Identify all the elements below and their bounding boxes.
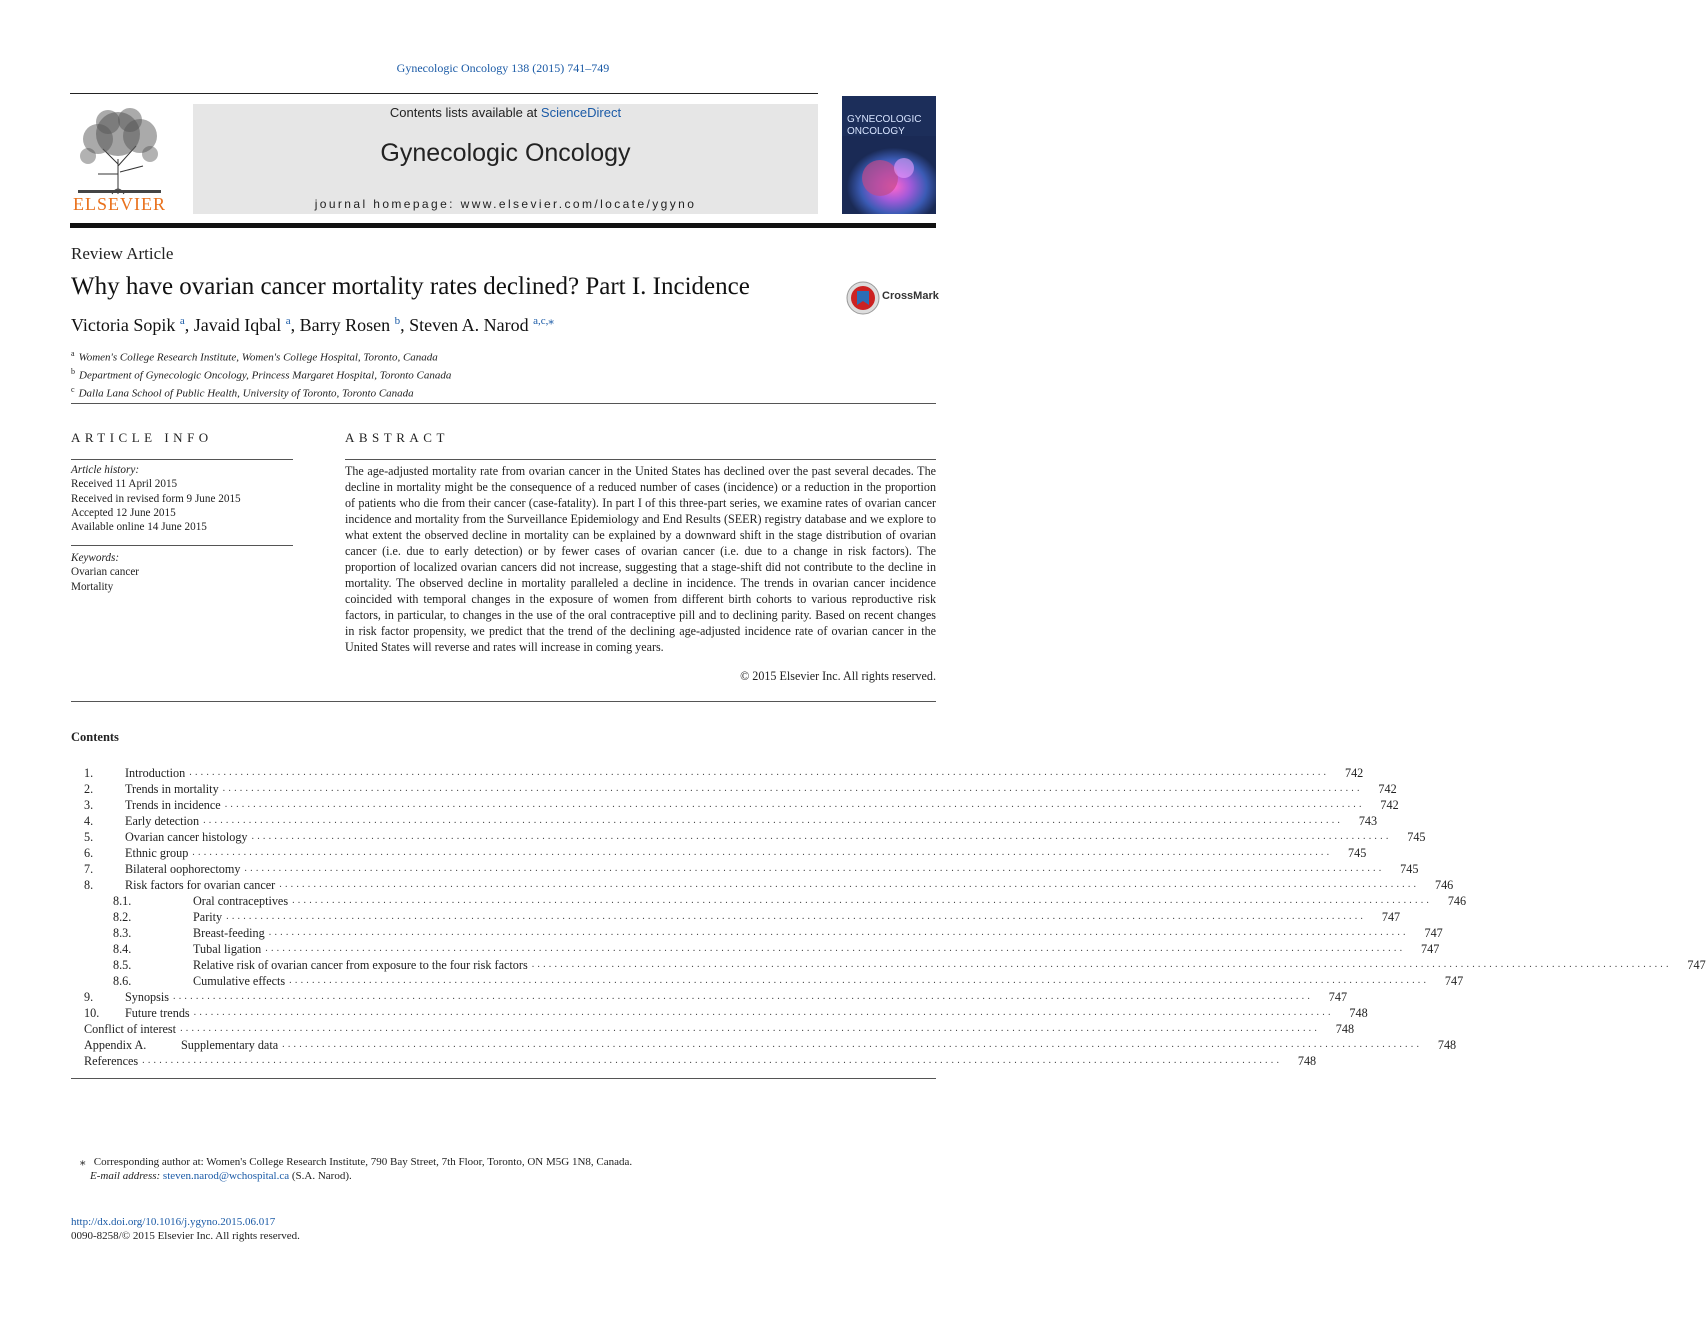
toc-title[interactable]: Ethnic group [125, 845, 192, 861]
journal-homepage[interactable]: journal homepage: www.elsevier.com/locate/ygyno [314, 197, 697, 211]
journal-citation[interactable]: Gynecologic Oncology 138 (2015) 741–749 [396, 61, 610, 75]
email-suffix: (S.A. Narod). [291, 1170, 352, 1182]
toc-title[interactable]: Relative risk of ovarian cancer from exposure to the four risk factors [193, 957, 532, 973]
toc-title[interactable]: Future trends [125, 1005, 194, 1021]
toc-row[interactable] [71, 941, 1440, 957]
toc-number: 8.2. [113, 910, 132, 924]
email-link[interactable]: steven.narod@wchospital.ca [162, 1170, 290, 1182]
toc-leader-dots: ........................................................................................................................................................................................................ [244, 863, 1385, 874]
toc-row[interactable] [71, 877, 1454, 893]
toc-page-number: 743 [1358, 814, 1378, 828]
crossmark-icon [846, 281, 880, 315]
elsevier-wordmark: ELSEVIER [73, 194, 166, 214]
toc-page-number: 747 [1381, 910, 1401, 924]
author-name[interactable]: Steven A. Narod [409, 315, 529, 335]
affiliation [71, 383, 451, 401]
toc-title[interactable]: Introduction [125, 765, 189, 781]
toc-page-number: 745 [1407, 830, 1426, 844]
toc-leader-dots: ........................................................................................................................................................................................................ [292, 895, 1433, 906]
keyword: Mortality [71, 580, 114, 593]
toc-number: 8.1. [113, 894, 132, 908]
header-thick-rule [70, 223, 936, 228]
article-title: Why have ovarian cancer mortality rates declined? Part I. Incidence [71, 273, 750, 300]
toc-leader-dots: ........................................................................................................................................................................................................ [180, 1023, 1321, 1034]
toc-leader-dots: ........................................................................................................................................................................................................ [531, 959, 1672, 970]
journal-title: Gynecologic Oncology [380, 139, 631, 167]
toc-number: 8.3. [113, 926, 132, 940]
author-affil-sup[interactable]: a,c,⁎ [533, 315, 554, 327]
email-label: E-mail address: [90, 1170, 161, 1182]
toc-page-number: 748 [1297, 1054, 1317, 1068]
doi-link[interactable]: http://dx.doi.org/10.1016/j.ygyno.2015.06.017 [71, 1216, 276, 1228]
toc-number: 6. [84, 846, 94, 860]
toc-row[interactable] [71, 909, 1401, 925]
author-name[interactable]: Barry Rosen [299, 315, 391, 335]
toc-title[interactable]: Risk factors for ovarian cancer [125, 877, 279, 893]
toc-leader-dots: ........................................................................................................................................................................................................ [289, 975, 1430, 986]
toc-leader-dots: ........................................................................................................................................................................................................ [226, 911, 1367, 922]
divider [71, 459, 293, 460]
affiliation-text: Women's College Research Institute, Women's College Hospital, Toronto, Canada [78, 351, 438, 364]
corresponding-text: Corresponding author at: Women's College Research Institute, 790 Bay Street, 7th Floor, Toronto, ON M5G 1N8, Canada. [93, 1156, 633, 1168]
header-rule [70, 93, 818, 94]
toc-page-number: 748 [1335, 1022, 1355, 1036]
toc-title[interactable]: Bilateral oophorectomy [125, 861, 244, 877]
tree-icon [68, 104, 171, 196]
toc-page-number: 747 [1421, 942, 1440, 956]
toc-leader-dots: ........................................................................................................................................................................................................ [224, 799, 1365, 810]
toc-number: Appendix A. [84, 1038, 147, 1052]
toc-title[interactable]: Tubal ligation [193, 941, 265, 957]
toc-leader-dots: ........................................................................................................................................................................................................ [268, 927, 1409, 938]
toc-number: 10. [84, 1006, 100, 1020]
table-of-contents [71, 765, 1706, 1069]
toc-page-number: 745 [1348, 846, 1367, 860]
contents-prefix: Contents lists available at [389, 105, 541, 120]
toc-number: 2. [84, 782, 94, 796]
toc-page-number: 747 [1687, 958, 1706, 972]
toc-page-number: 748 [1349, 1006, 1368, 1020]
toc-row[interactable] [71, 1005, 1368, 1021]
toc-number: 8.5. [113, 958, 132, 972]
keywords [71, 551, 139, 594]
toc-row[interactable] [71, 829, 1426, 845]
author-affil-sup[interactable]: b [394, 315, 401, 327]
toc-title[interactable]: Supplementary data [181, 1037, 282, 1053]
toc-row[interactable] [71, 797, 1399, 813]
toc-title[interactable]: Conflict of interest [84, 1021, 180, 1037]
affiliation-sup: a [71, 349, 75, 358]
affiliations [71, 347, 451, 401]
history-item: Received in revised form 9 June 2015 [71, 492, 241, 505]
history-item: Available online 14 June 2015 [71, 521, 207, 534]
divider [71, 701, 936, 702]
keywords-label: Keywords: [71, 552, 120, 564]
toc-page-number: 746 [1434, 878, 1454, 892]
toc-row[interactable] [71, 957, 1706, 973]
toc-leader-dots: ........................................................................................................................................................................................................ [279, 879, 1420, 890]
toc-row[interactable] [71, 813, 1378, 829]
toc-leader-dots: ........................................................................................................................................................................................................ [193, 1007, 1334, 1018]
divider [71, 1078, 936, 1079]
toc-row[interactable] [71, 765, 1364, 781]
divider [71, 403, 936, 404]
toc-number: 3. [84, 798, 94, 812]
divider [345, 459, 936, 460]
toc-number: 7. [84, 862, 94, 876]
toc-page-number: 742 [1378, 782, 1397, 796]
toc-page-number: 747 [1444, 974, 1464, 988]
article-type: Review Article [71, 244, 174, 263]
toc-title[interactable]: Parity [193, 909, 226, 925]
affiliation-text: Department of Gynecologic Oncology, Princess Margaret Hospital, Toronto Canada [79, 369, 452, 382]
history-label: Article history: [71, 464, 140, 476]
contents-heading: Contents [71, 730, 119, 744]
article-history [71, 463, 241, 534]
author-name[interactable]: Javaid Iqbal [193, 315, 282, 335]
toc-page-number: 746 [1447, 894, 1467, 908]
cover-image [842, 96, 936, 214]
contents-available [193, 105, 818, 120]
affiliation [71, 347, 451, 365]
toc-leader-dots: ........................................................................................................................................................................................................ [192, 847, 1333, 858]
toc-page-number: 747 [1424, 926, 1443, 940]
toc-leader-dots: ........................................................................................................................................................................................................ [142, 1055, 1283, 1066]
toc-leader-dots: ........................................................................................................................................................................................................ [203, 815, 1344, 826]
copyright: © 2015 Elsevier Inc. All rights reserved. [740, 669, 936, 683]
toc-row[interactable] [71, 973, 1464, 989]
toc-title[interactable]: Ovarian cancer histology [125, 829, 252, 845]
toc-title[interactable]: Cumulative effects [193, 973, 289, 989]
abstract-heading: ABSTRACT [345, 430, 449, 445]
toc-title[interactable]: Trends in mortality [125, 781, 223, 797]
toc-title[interactable]: Synopsis [125, 989, 173, 1005]
author-affil-sup[interactable]: a [285, 315, 291, 327]
toc-leader-dots: ........................................................................................................................................................................................................ [189, 767, 1330, 778]
crossmark-badge[interactable] [846, 281, 941, 315]
article-info-heading: ARTICLE INFO [71, 430, 213, 445]
toc-title[interactable]: Oral contraceptives [193, 893, 292, 909]
author-affil-sup[interactable]: a [179, 315, 185, 327]
toc-title[interactable]: Trends in incidence [125, 797, 225, 813]
toc-leader-dots: ........................................................................................................................................................................................................ [173, 991, 1314, 1002]
affiliation-sup: b [71, 367, 75, 377]
toc-title[interactable]: References [84, 1053, 142, 1069]
corresponding-footnote [80, 1155, 632, 1183]
cover-title-1: GYNECOLOGIC [847, 114, 922, 125]
history-item: Accepted 12 June 2015 [71, 506, 176, 519]
affiliation [71, 365, 451, 383]
abstract-body: The age-adjusted mortality rate from ovarian cancer in the United States has declined over the past several decades. The decline in mortality might be the consequence of a reduced number of cases (incidence) or a reduction in the proportion of patients who die from their cancer (case-fatality). In part I of this three-part series, we examine rates of ovarian cancer incidence and mortality from the Surveillance Epidemiology and End Results (SEER) registry database and we explore to what extent the observed decline in mortality can be explained by a downward shift in the stage distribution of ovarian cancer (i.e. due to early detection) or by fewer cases of ovarian cancer (i.e. due to a change in risk factors). The proportion of localized ovarian cancers did not increase, suggesting that a stage-shift did not contribute to the decline in mortality. The observed decline in mortality paralleled a decline in incidence. The trends in ovarian cancer incidence coincided with temporal changes in the exposure of women from different birth cohorts to various reproductive risk factors, in particular, to changes in the use of the oral contraceptive pill and to declining parity. Based on recent changes in risk factor propensity, we predict that the trend of the declining age-adjusted incidence rate of ovarian cancer in the United States will reverse and rates will increase in coming years. [345, 464, 936, 654]
history-item: Received 11 April 2015 [71, 478, 178, 491]
doi-block [71, 1215, 300, 1243]
affiliation-sup: c [71, 385, 75, 395]
toc-row[interactable] [71, 989, 1348, 1005]
toc-number: 8. [84, 878, 94, 892]
toc-number: 1. [84, 766, 94, 780]
toc-number: 8.6. [113, 974, 132, 988]
toc-page-number: 745 [1400, 862, 1419, 876]
toc-leader-dots: ........................................................................................................................................................................................................ [265, 943, 1406, 954]
toc-row[interactable] [71, 1053, 1317, 1069]
toc-row[interactable] [71, 893, 1467, 909]
toc-page-number: 748 [1437, 1038, 1457, 1052]
sciencedirect-link[interactable]: ScienceDirect [540, 105, 622, 120]
footnote-marker: ⁎ [80, 1156, 86, 1168]
divider [71, 545, 293, 546]
crossmark-label: CrossMark [882, 290, 939, 302]
toc-title[interactable]: Breast-feeding [193, 925, 269, 941]
toc-leader-dots: ........................................................................................................................................................................................................ [251, 831, 1392, 842]
toc-row[interactable] [71, 781, 1397, 797]
author-list: Victoria Sopik $^a$, Javaid Iqbal $^a$, Barry Rosen $^b$, Steven A. Narod $^{a,c,⁎}$ [71, 315, 554, 335]
toc-row[interactable] [71, 1037, 1457, 1053]
elsevier-logo[interactable] [68, 104, 171, 216]
toc-row[interactable] [71, 861, 1419, 877]
toc-row[interactable] [71, 925, 1443, 941]
cover-title-2: ONCOLOGY [847, 126, 905, 137]
journal-cover[interactable] [842, 96, 936, 214]
toc-number: 9. [84, 990, 94, 1004]
toc-number: 4. [84, 814, 94, 828]
toc-row[interactable] [71, 845, 1367, 861]
issn-copyright: 0090-8258/© 2015 Elsevier Inc. All rights reserved. [71, 1230, 300, 1242]
toc-page-number: 742 [1344, 766, 1364, 780]
toc-number: 5. [84, 830, 94, 844]
toc-number: 8.4. [113, 942, 132, 956]
toc-leader-dots: ........................................................................................................................................................................................................ [222, 783, 1363, 794]
toc-row[interactable] [71, 1021, 1355, 1037]
toc-page-number: 742 [1380, 798, 1399, 812]
keyword: Ovarian cancer [71, 566, 140, 579]
author-name[interactable]: Victoria Sopik [71, 315, 176, 335]
toc-page-number: 747 [1328, 990, 1348, 1004]
toc-leader-dots: ........................................................................................................................................................................................................ [282, 1039, 1423, 1050]
toc-title[interactable]: Early detection [125, 813, 203, 829]
affiliation-text: Dalla Lana School of Public Health, University of Toronto, Toronto Canada [78, 387, 414, 400]
